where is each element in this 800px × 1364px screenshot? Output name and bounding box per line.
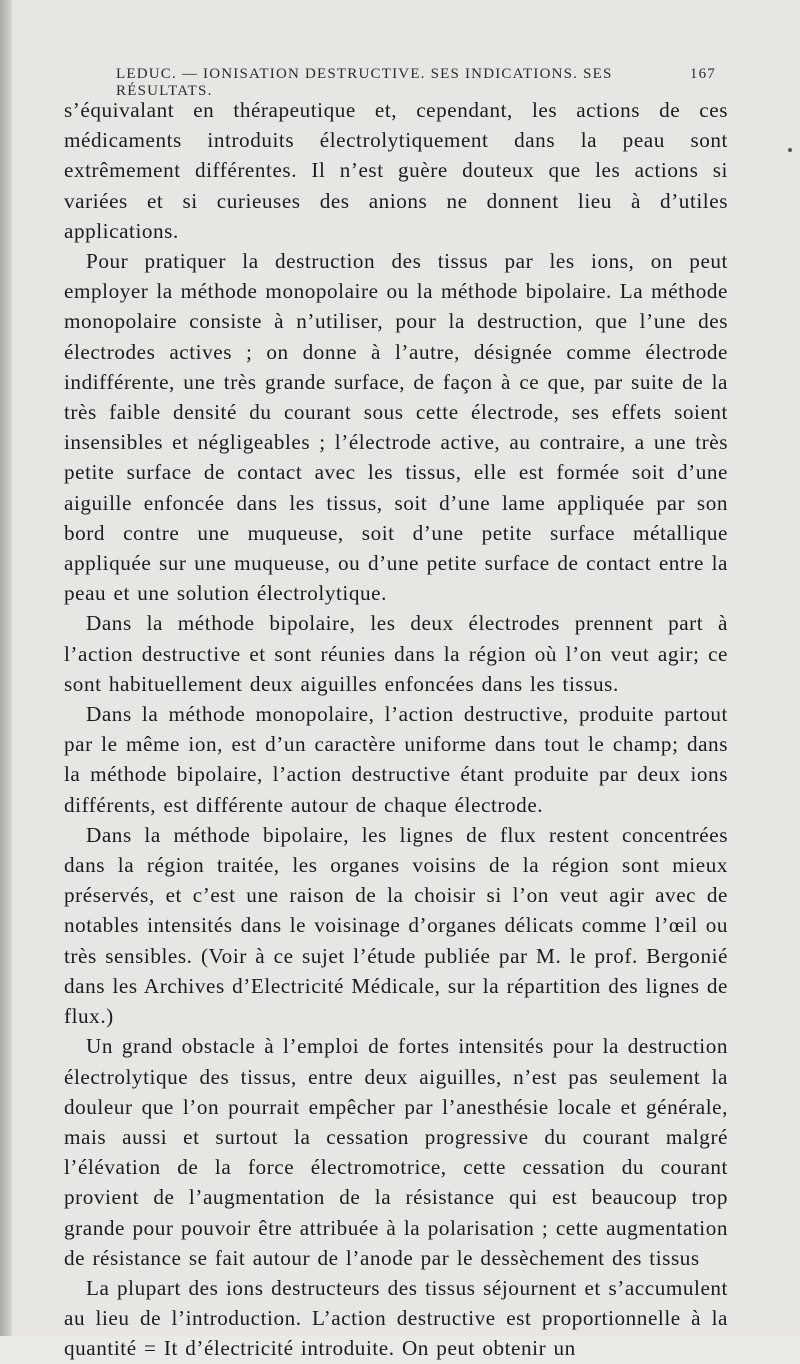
page-body (64, 95, 728, 1364)
paper-speck (788, 148, 792, 152)
running-title: LEDUC. — IONISATION DESTRUCTIVE. SES INDICATIONS. SES RÉSULTATS. (116, 66, 613, 99)
paragraph-flux-lines: Dans la méthode bipolaire, les lignes de flux restent concentrées dans la région traitée, les organes voisins de la région sont mieux préservés, et c’est une raison de la choisir si l’on veut agir avec de notables intensités dans le voisinage d’organes délicats comme l’œil ou très sensibles. (Voir à ce sujet l’étude publiée par M. le prof. Bergonié dans les Archives d’Electricité Médicale, sur la répartition des lignes de flux.) (64, 822, 728, 1029)
paragraph-methods: Pour pratiquer la destruction des tissus par les ions, on peut employer la méthode monopolaire ou la méthode bipolaire. La méthode monopolaire consiste à n’utiliser, pour la destruction, que l’une des électrodes actives ; on donne à l’autre, désignée comme électrode indifférente, une très grande surface, de façon à ce que, par suite de la très faible densité du courant sous cette électrode, ses effets soient insensibles et négligeables ; l’électrode active, au contraire, a une très petite surface de contact avec les tissus, elle est formée soit d’une aiguille enfoncée dans les tissus, soit d’une lame appliquée par son bord contre une muqueuse, soit d’une petite surface métallique appliquée sur une muqueuse, ou d’une petite surface de contact entre la peau et une solution électrolytique. (64, 249, 728, 606)
paragraph-continuation: s’équivalant en thérapeutique et, cependant, les actions de ces médicaments introduits électrolytiquement dans la peau sont extrêmement différentes. Il n’est guère douteux que les actions si variées et si curieuses des anions ne donnent lieu à d’utiles applications. (64, 98, 728, 243)
paragraph-bipolar-method: Dans la méthode bipolaire, les deux électrodes prennent part à l’action destructive et sont réunies dans la région où l’on veut agir; ce sont habituellement deux aiguilles enfoncées dans les tissus. (64, 611, 728, 696)
page-number: 167 (689, 66, 716, 82)
paragraph-obstacle: Un grand obstacle à l’emploi de fortes intensités pour la destruction électrolytique des tissus, entre deux aiguilles, n’est pas seulement la douleur que l’on pourrait empêcher par l’anesthésie locale et générale, mais aussi et surtout la cessation progressive du courant malgré l’élévation de la force électromotrice, cette cessation du courant provient de l’augmentation de la résistance qui est beaucoup trop grande pour pouvoir être attribuée à la polarisation ; cette augmentation de résistance se fait autour de l’anode par le dessèchement des tissus (64, 1034, 728, 1270)
paragraph-ions-accumulate: La plupart des ions destructeurs des tissus séjournent et s’accumulent au lieu de l’introduction. L’action destructive est proportionnelle à la quantité = It d’électricité introduite. On peut obtenir un (64, 1275, 728, 1361)
page-edge-shadow (0, 0, 12, 1336)
paragraph-monopolar-vs-bipolar: Dans la méthode monopolaire, l’action destructive, produite partout par le même ion, est d’un caractère uniforme dans tout le champ; dans la méthode bipolaire, l’action destructive étant produite par deux ions différents, est différente autour de chaque électrode. (64, 702, 728, 817)
